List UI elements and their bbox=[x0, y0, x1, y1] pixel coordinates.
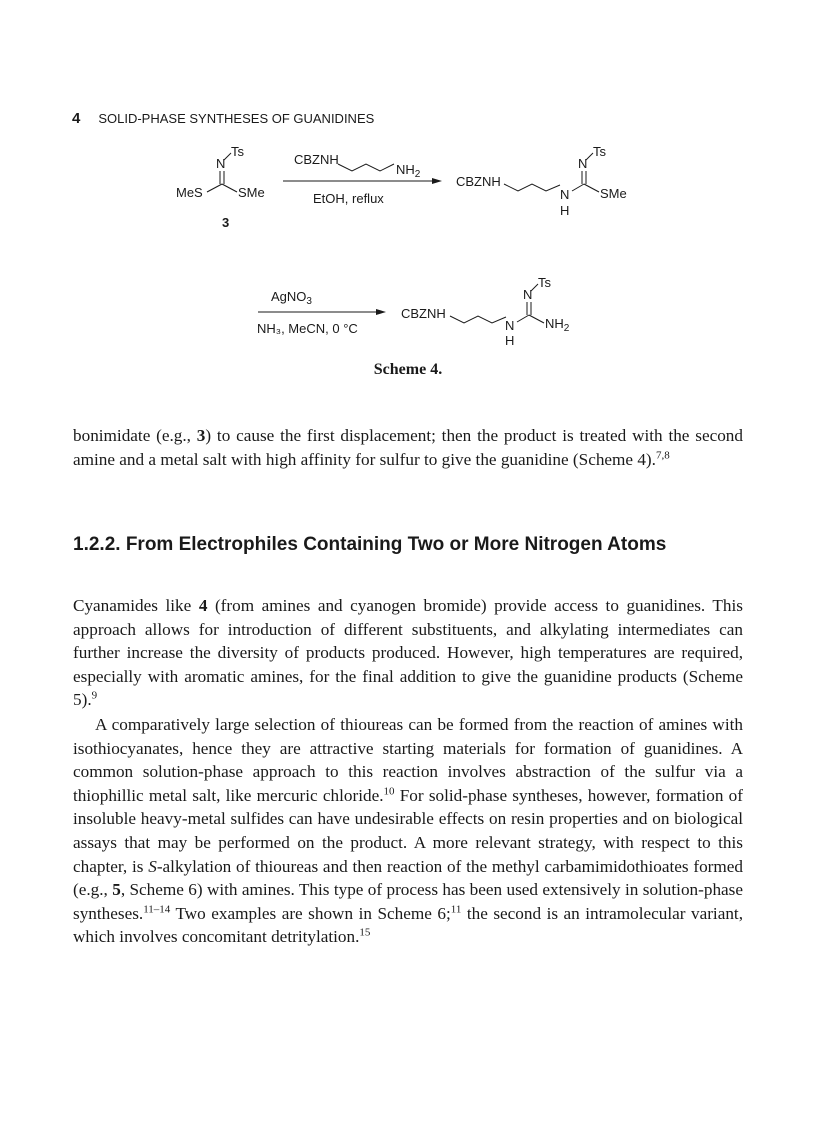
prod1-nh-n: N bbox=[560, 187, 570, 202]
amine-cbznh: CBZNH bbox=[294, 152, 339, 167]
prod1-h: H bbox=[560, 203, 570, 218]
compound-label-3: 3 bbox=[222, 215, 230, 230]
paragraph-2: Cyanamides like 4 (from amines and cyanogen bromide) provide access to guanidines. This approach allows for introduction of different substituents, and alkylating intermediates can further increase the diversity of products produced. However, high temperatures are required, especially with aromatic amines, for the final addition to give the guanidine products (Scheme 5).$^9$ bbox=[73, 596, 743, 710]
bond bbox=[207, 184, 222, 192]
paragraph-3: A comparatively large selection of thioureas can be formed from the reaction of amines with isothiocyanates, hence they are attractive starting materials for formation of guanidines. A common solution-phase approach to this reaction involves abstraction of the sulfur via a thiophillic metal salt, like mercuric chloride.$^{10}$ For solid-phase syntheses, however, formation of insoluble heavy-metal sulfides can have undesirable effects on resin properties and on biological assays that may be performed on the product. A more relevant strategy, with respect to this chapter, is S-alkylation of thioureas and then reaction of the methyl carbamimidothioates formed (e.g., 5, Scheme 6) with amines. This type of process has been used extensively in solution-phase syntheses.$^{11-14}$ Two examples are shown in Scheme 6;$^{11}$ the second is an intramolecular variant, which involves concomitant detritylation.$^{15}$ bbox=[73, 715, 744, 947]
bond bbox=[517, 315, 529, 322]
bond bbox=[584, 184, 599, 192]
running-title: SOLID-PHASE SYNTHESES OF GUANIDINES bbox=[98, 111, 375, 126]
reactant-ts: Ts bbox=[231, 144, 244, 159]
bond bbox=[529, 315, 544, 323]
prod1-n: N bbox=[578, 156, 588, 171]
prod2-nh2: $NH_2$ bbox=[545, 316, 570, 334]
bond bbox=[572, 184, 584, 191]
bond bbox=[222, 184, 237, 192]
chain bbox=[450, 316, 506, 323]
condition-2: NH₃, MeCN, 0 °C bbox=[257, 321, 358, 336]
chain bbox=[504, 184, 560, 191]
prod1-ts: Ts bbox=[593, 144, 606, 159]
section-heading: 1.2.2. From Electrophiles Containing Two or More Nitrogen Atoms bbox=[73, 534, 667, 555]
arrow-head bbox=[376, 309, 386, 315]
prod2-h: H bbox=[505, 333, 515, 348]
scheme-4-diagram bbox=[0, 0, 816, 400]
prod2-n: N bbox=[523, 287, 533, 302]
product-2 bbox=[401, 275, 570, 348]
reactant-mes: MeS bbox=[176, 185, 203, 200]
amine-reagent bbox=[294, 152, 421, 180]
amine-nh2: $NH_2$ bbox=[396, 162, 421, 180]
prod1-cbznh: CBZNH bbox=[456, 174, 501, 189]
prod2-cbznh: CBZNH bbox=[401, 306, 446, 321]
product-1 bbox=[456, 144, 627, 218]
reactant-n: N bbox=[216, 156, 226, 171]
reactant-sme: SMe bbox=[238, 185, 265, 200]
reagent-agno3: AgNO$_3$ bbox=[271, 289, 312, 307]
prod2-nh-n: N bbox=[505, 318, 515, 333]
page-number: 4 bbox=[72, 110, 81, 127]
arrow-head bbox=[432, 178, 442, 184]
chain bbox=[338, 164, 394, 171]
condition-1: EtOH, reflux bbox=[313, 191, 384, 206]
prod2-ts: Ts bbox=[538, 275, 551, 290]
reactant-3 bbox=[176, 144, 265, 230]
scheme-caption: Scheme 4. bbox=[373, 361, 443, 378]
prod1-sme: SMe bbox=[600, 186, 627, 201]
paragraph-1: bonimidate (e.g., 3) to cause the first displacement; then the product is treated with the second amine and a metal salt with high affinity for sulfur to give the guanidine (Scheme 4).$^{7,8}$ bbox=[73, 426, 743, 469]
